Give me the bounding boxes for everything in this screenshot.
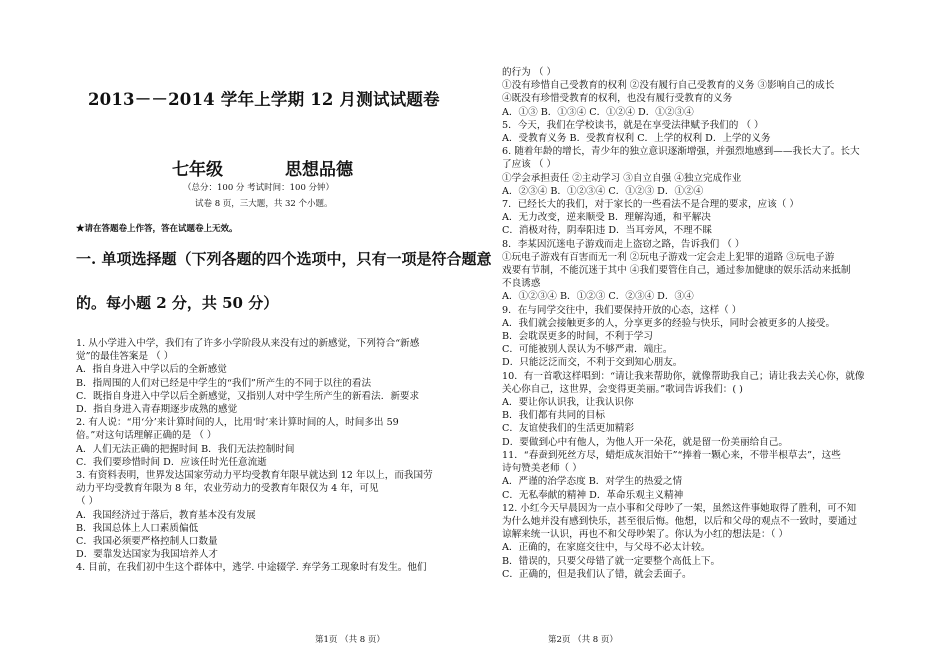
text-line: B．会耽误更多的时间，不利于学习 [502,331,653,343]
text-line: （ ） [76,496,99,508]
section-heading-line2: 的。每小题 2 分，共 50 分） [76,294,279,312]
section-heading-line1: 一. 单项选择题（下列各题的四个选项中，只有一项是符合题意 [76,250,492,268]
text-line: C．消极对待，阴奉阳违 D．当耳旁风，不理不睬 [502,225,712,237]
text-line: A．受教育义务 B．受教育权利 C．上学的权利 D．上学的义务 [502,133,771,145]
text-line: A．人们无法正确的把握时间 B．我们无法控制时间 [76,443,295,455]
exam-title: 2013－－2014 学年上学期 12 月测试试题卷 [88,90,440,109]
text-line: 不良诱惑 [502,278,541,290]
text-line: A．无力改变，逆来顺受 B．理解沟通，和平解决 [502,212,711,224]
text-line: 9．在与同学交往中，我们要保持开放的心态，这样（ ） [502,304,742,316]
exam-meta-pages: 试卷 8 页，三大题，共 32 个小题。 [195,199,333,209]
text-line: 1. 从小学进入中学，我们有了许多小学阶段从来没有过的新感觉，下列符合“新感 [76,338,420,349]
grade-label: 七年级 [172,160,223,180]
page-footer-1: 第1页 （共 8 页） [315,635,385,645]
text-line: A．①②③④ B．①②③ C．②③④ D．③④ [502,291,694,303]
text-line: A．我们就会接触更多的人，分享更多的经验与快乐，同时会被更多的人接受。 [502,317,836,329]
text-line: 为什么她并没有感到快乐，甚至很后悔。他想，以后和父母的观点不一致时，要通过 [502,515,857,527]
text-line: 3. 有资料表明，世界发达国家劳动力平均受教育年限早就达到 12 年以上，而我国劳 [76,470,433,482]
text-line: 觉”的最佳答案是 （ ） [76,351,174,363]
text-line: A．②③④ B．①②③④ C．①②③ D．①②④ [502,185,704,197]
text-line: A．要让你认识我，让我认识你 [502,397,634,409]
text-line: 了应该 （ ） [502,159,557,171]
text-line: D．只能泛泛而交，不利于交到知心朋友。 [502,357,683,369]
text-line: A．正确的，在家庭交往中，与父母不必太计较。 [502,542,711,554]
text-line: B．我国总体上人口素质偏低 [76,522,199,534]
text-line: A．严谨的治学态度 B．对学生的热爱之情 [502,476,683,488]
text-line: 11．“春蚕到死丝方尽，蜡炬成灰泪始干”“捧着一颗心来，不带半根草去”，这些 [502,449,841,461]
text-line: 关心你自己，这世界，会变得更美丽。”歌词告诉我们：( ) [502,383,743,395]
right-question-block [502,66,865,581]
text-line: 动力平均受教育年限为 8 年，农业劳动力的受教育年限仅为 4 年，可见 [76,483,379,495]
text-line: B．我们都有共同的目标 [502,410,605,422]
text-line: 7．已经长大的我们，对于家长的一些看法不是合理的要求，应该（ ） [502,199,799,211]
right-page [480,0,950,658]
text-line: C．我国必须要严格控制人口数量 [76,536,218,548]
text-line: ①没有珍惜自己受教育的权利 ②没有履行自己受教育的义务 ③影响自己的成长 [502,80,835,92]
text-line: B．错误的，只要父母错了就一定要整个高低上下。 [502,555,721,567]
text-line: 谅解来统一认识，再也不和父母吵架了。你认为小红的想法是：（ ） [502,529,789,541]
text-line: 诗句赞美老师（ ） [502,463,582,475]
left-question-block [76,337,433,575]
text-line: C．正确的，但是我们认了错，就会丢面子。 [502,568,692,580]
text-line: 6. 随着年龄的增长，青少年的独立意识逐渐增强，并强烈地感到——我长大了。长大 [502,146,860,158]
text-line: 倍。”对这句话理解正确的是 （ ） [76,430,217,442]
text-line: A．指自身进入中学以后的全新感觉 [76,364,227,376]
text-line: 2. 有人说：“用‘分’来计算时间的人，比用‘时’来计算时间的人，时间多出 59 [76,417,399,429]
text-line: ④既没有珍惜受教育的权利，也没有履行受教育的义务 [502,93,733,105]
text-line: 12. 小红今天早晨因为一点小事和父母吵了一架，虽然这件事她取得了胜利，可不知 [502,502,857,514]
text-line: 戏要有节制，不能沉迷于其中 ④我们要管住自己，通过参加健康的娱乐活动来抵制 [502,265,851,277]
subject-label: 思想品德 [285,160,353,180]
page-footer-2: 第2页 （共 8 页） [548,635,618,645]
text-line: D．指自身进入青春期逐步成熟的感觉 [76,404,238,416]
text-line: A．我国经济过于落后，教育基本没有发展 [76,509,256,521]
text-line: ①玩电子游戏有百害而无一利 ②玩电子游戏一定会走上犯罪的道路 ③玩电子游 [502,251,835,263]
text-line: 4. 目前，在我们初中生这个群体中，逃学. 中途辍学. 弃学务工现象时有发生。他们 [76,562,427,574]
text-line: 10．有一首歌这样唱到：“请让我来帮助你，就像帮助我自己；请让我去关心你，就像 [502,370,865,382]
text-line: C．我们要珍惜时间 D．应该任时光任意流逝 [76,456,267,468]
text-line: D．要做到心中有他人，为他人开一朵花，就是留一份美丽给自己。 [502,436,788,448]
text-line: 8．李某因沉迷电子游戏而走上盗窃之路，告诉我们 （ ） [502,238,745,250]
text-line: B．指周围的人们对已经是中学生的“我们”所产生的不同于以往的看法 [76,377,372,389]
text-line: 5．今天，我们在学校读书，就是在享受法律赋予我们的 （ ） [502,119,764,131]
text-line: D．要靠发达国家为我国培养人才 [76,549,219,561]
text-line: C．既指自身进入中学以后全新感觉，又指别人对中学生所产生的新看法．新要求 [76,390,420,402]
text-line: A．①③ B．①③④ C．①②④ D．①②③④ [502,106,694,118]
text-line: 的行为 （ ） [502,67,557,78]
exam-meta-score-time: （总分：100 分 考试时间：100 分钟） [183,183,335,193]
text-line: C．可能被别人误认为不够严肃．端庄。 [502,344,673,356]
text-line: ①学会承担责任 ②主动学习 ③自立自强 ④独立完成作业 [502,172,742,184]
text-line: C．无私奉献的精神 D．革命乐观主义精神 [502,489,684,501]
answer-warning: ★请在答题卷上作答，答在试题卷上无效。 [76,224,238,234]
text-line: C．友谊使我们的生活更加精彩 [502,423,635,435]
